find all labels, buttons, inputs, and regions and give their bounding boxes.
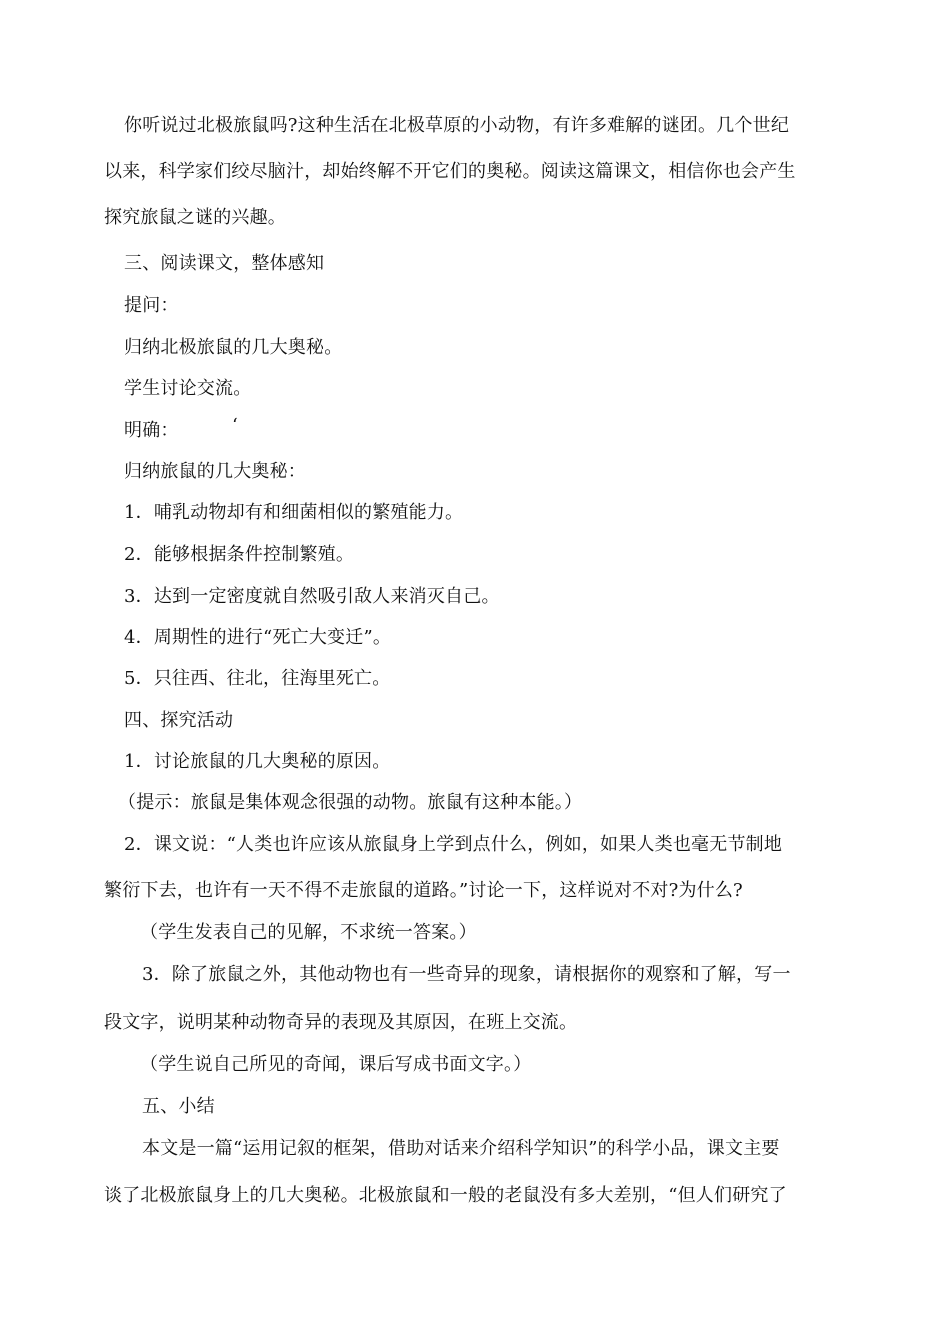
activity-2-note: （学生发表自己的见解，不求统一答案。） [140,922,477,943]
list-item-3: 3．达到一定密度就自然吸引敌人来消灭自己。 [124,586,500,607]
section-heading-4: 四、探究活动 [124,710,234,731]
question-label: 提问： [124,295,179,316]
stray-quote-mark: ‘ [232,415,238,436]
student-discussion: 学生讨论交流。 [124,378,252,399]
paragraph-intro-line-1: 你听说过北极旅鼠吗?这种生活在北极草原的小动物，有许多难解的谜团。几个世纪 [124,115,790,136]
list-item-4: 4．周期性的进行“死亡大变迁”。 [124,627,392,648]
list-item-5: 5．只往西、往北，往海里死亡。 [124,668,391,689]
list-item-2: 2．能够根据条件控制繁殖。 [124,544,355,565]
conclusion-line-2: 谈了北极旅鼠身上的几大奥秘。北极旅鼠和一般的老鼠没有多大差别，“但人们研究了 [104,1185,787,1206]
activity-1-hint: （提示：旅鼠是集体观念很强的动物。旅鼠有这种本能。） [118,792,583,813]
activity-3-line-2: 段文字，说明某种动物奇异的表现及其原因，在班上交流。 [104,1012,578,1033]
paragraph-intro-line-2: 以来，科学家们绞尽脑汁，却始终解不开它们的奥秘。阅读这篇课文，相信你也会产生 [104,161,796,182]
clarify-label: 明确： [124,420,179,441]
section-heading-3: 三、阅读课文，整体感知 [124,253,325,274]
activity-3-note: （学生说自己所见的奇闻，课后写成书面文字。） [140,1054,532,1075]
section-heading-5: 五、小结 [142,1096,215,1117]
activity-3-line-1: 3．除了旅鼠之外，其他动物也有一些奇异的现象，请根据你的观察和了解，写一 [142,964,791,985]
activity-1: 1．讨论旅鼠的几大奥秘的原因。 [124,751,391,772]
summary-heading: 归纳旅鼠的几大奥秘： [124,461,306,482]
conclusion-line-1: 本文是一篇“运用记叙的框架，借助对话来介绍科学知识”的科学小品，课文主要 [142,1138,780,1159]
list-item-1: 1．哺乳动物却有和细菌相似的繁殖能力。 [124,502,464,523]
activity-2-line-2: 繁衍下去，也许有一天不得不走旅鼠的道路。”讨论一下，这样说对不对?为什么? [104,880,743,901]
activity-2-line-1: 2．课文说：“人类也许应该从旅鼠身上学到点什么，例如，如果人类也毫无节制地 [124,834,783,855]
paragraph-intro-line-3: 探究旅鼠之谜的兴趣。 [104,207,286,228]
question-text: 归纳北极旅鼠的几大奥秘。 [124,337,343,358]
